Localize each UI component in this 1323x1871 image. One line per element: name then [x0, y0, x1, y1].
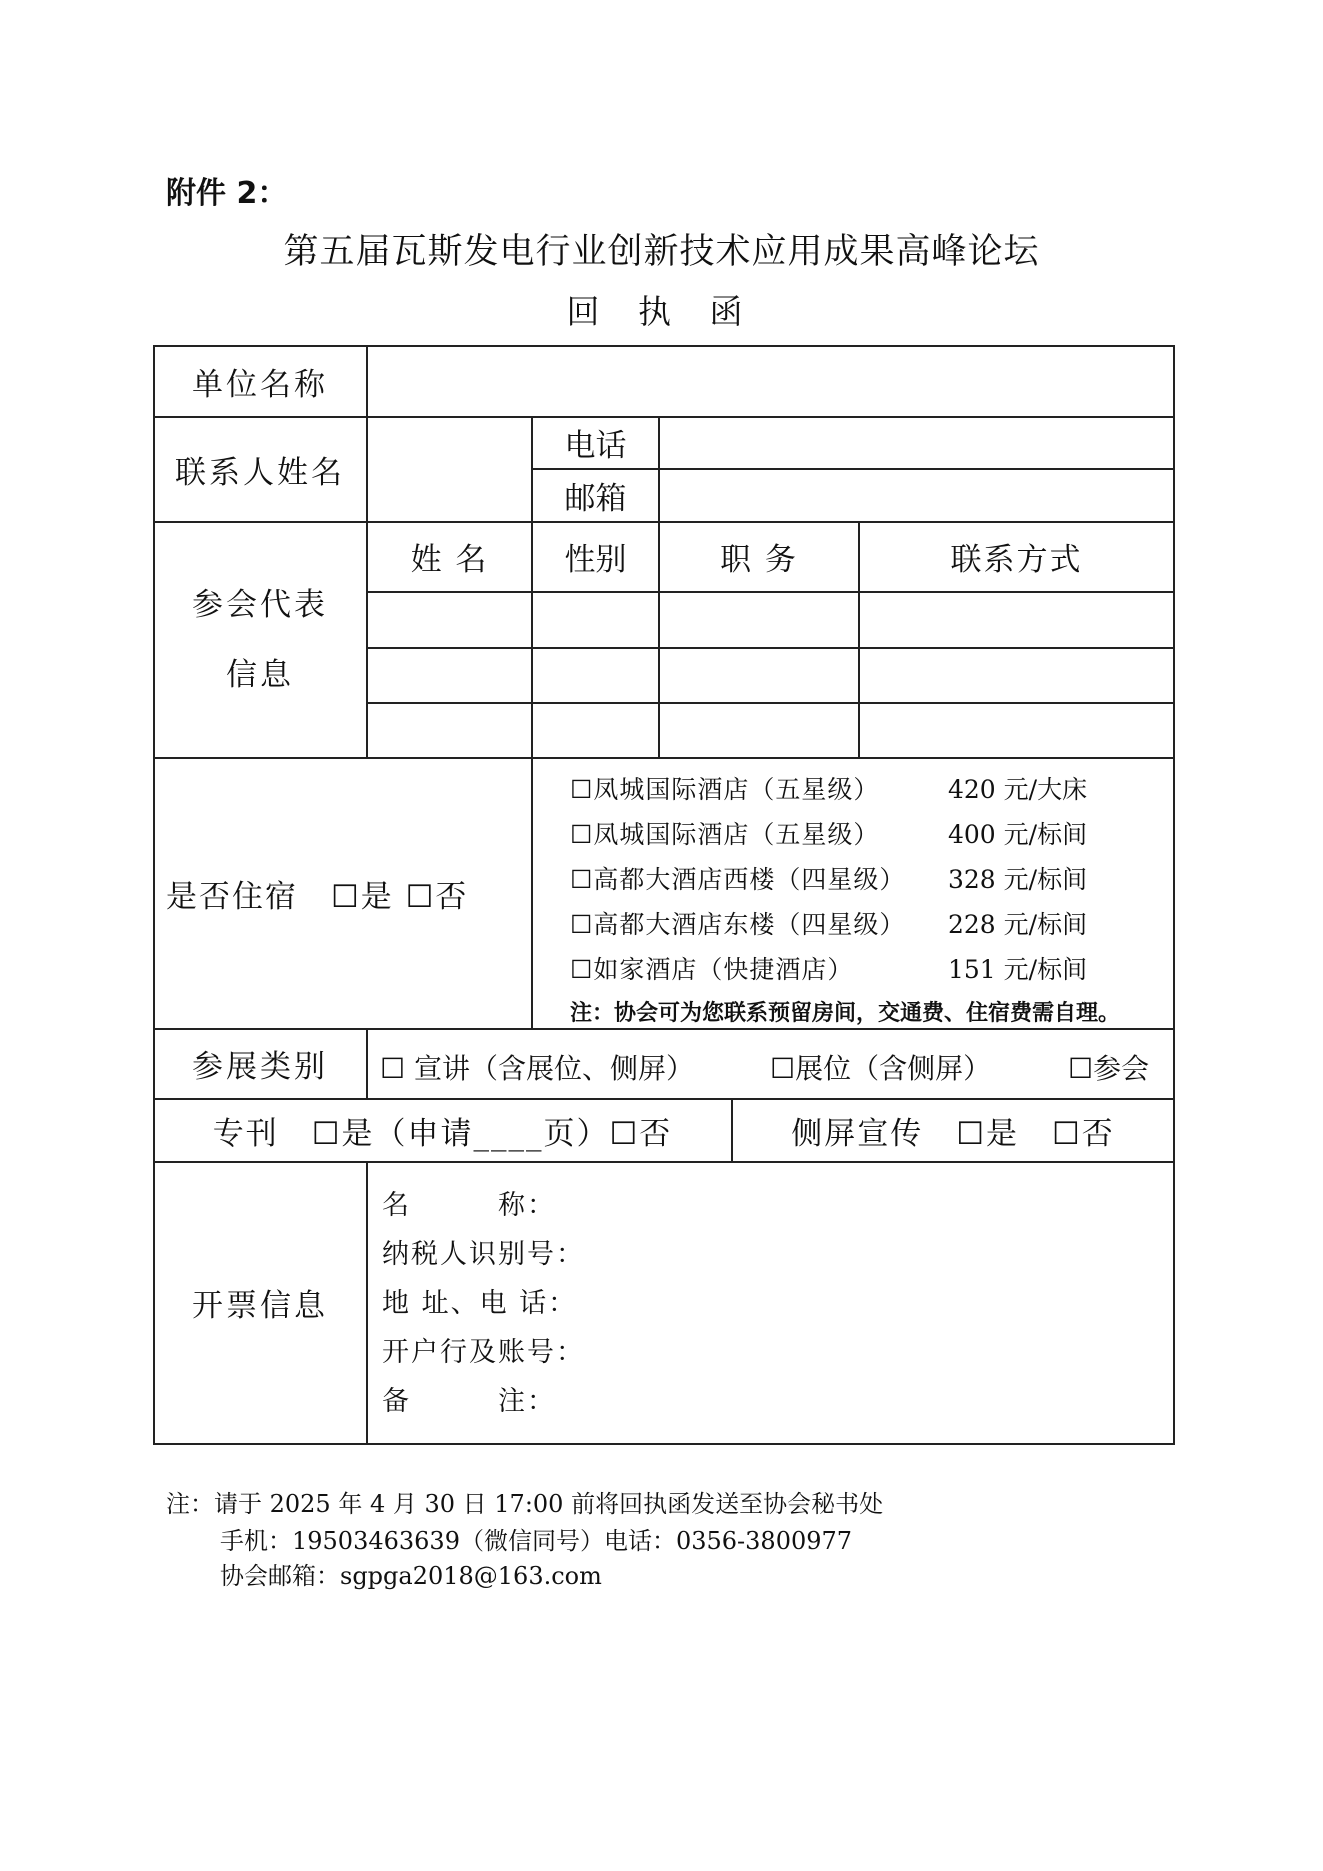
row-divider [367, 591, 1174, 593]
form-title: 第五届瓦斯发电行业创新技术应用成果高峰论坛 [283, 232, 1040, 272]
email-label: 邮箱 [564, 480, 627, 517]
invoice-field-taxid[interactable]: 纳税人识别号： [382, 1239, 585, 1270]
footer-email: 协会邮箱：sgpga2018@163.com [220, 1562, 602, 1590]
rep-header-gender: 性别 [564, 542, 627, 578]
phone-field[interactable] [660, 417, 1173, 468]
exhibit-option-booth[interactable]: ☐展位（含侧屏） [770, 1052, 992, 1085]
hotel-price-3: 328 元/标间 [948, 865, 1088, 894]
exhibit-option-attend[interactable]: ☐参会 [1068, 1052, 1150, 1085]
hotel-price-4: 228 元/标间 [948, 910, 1088, 939]
contact-name-field[interactable] [368, 417, 531, 521]
stay-label[interactable]: 是否住宿 ☐是 ☐否 [166, 878, 469, 915]
invoice-field-remark[interactable]: 备 注： [382, 1386, 556, 1417]
hotel-option-4[interactable]: ☐高都大酒店东楼（四星级） [570, 910, 906, 939]
footer-deadline: 注：请于 2025 年 4 月 30 日 17:00 前将回执函发送至协会秘书处 [166, 1490, 884, 1518]
invoice-field-bank[interactable]: 开户行及账号： [382, 1337, 585, 1368]
hotel-option-3[interactable]: ☐高都大酒店西楼（四星级） [570, 865, 906, 894]
journal-option[interactable]: 专刊 ☐是（申请____页）☐否 [212, 1115, 673, 1152]
hotel-option-1[interactable]: ☐凤城国际酒店（五星级） [570, 775, 880, 804]
row-divider [367, 702, 1174, 704]
hotel-price-1: 420 元/大床 [948, 775, 1088, 804]
hotel-note: 注：协会可为您联系预留房间，交通费、住宿费需自理。 [570, 1001, 1121, 1026]
rep-info-label-line1: 参会代表 [192, 586, 328, 623]
invoice-field-address-phone[interactable]: 地 址、电 话： [382, 1288, 578, 1319]
rep-info-label-line2: 信息 [226, 656, 294, 693]
table-border-bottom [153, 1443, 1175, 1445]
hotel-option-5[interactable]: ☐如家酒店（快捷酒店） [570, 955, 854, 984]
exhibit-option-speech[interactable]: ☐ 宣讲（含展位、侧屏） [380, 1052, 695, 1085]
table-border-right [1173, 345, 1175, 1444]
col-divider [366, 1028, 368, 1098]
phone-label: 电话 [564, 428, 627, 464]
rep-header-contact: 联系方式 [950, 542, 1083, 578]
hotel-price-2: 400 元/标间 [948, 820, 1088, 849]
email-field[interactable] [660, 469, 1173, 521]
hotel-price-5: 151 元/标间 [948, 955, 1088, 984]
hotel-option-2[interactable]: ☐凤城国际酒店（五星级） [570, 820, 880, 849]
unit-name-field[interactable] [368, 346, 1173, 416]
unit-name-label: 单位名称 [192, 366, 328, 403]
exhibit-label: 参展类别 [192, 1049, 328, 1085]
side-screen-option[interactable]: 侧屏宣传 ☐是 ☐否 [791, 1115, 1115, 1152]
invoice-field-name[interactable]: 名 称： [382, 1190, 556, 1221]
rep-header-name: 姓 名 [410, 542, 489, 578]
invoice-label: 开票信息 [192, 1288, 328, 1324]
col-divider [366, 1161, 368, 1444]
attachment-label: 附件 2： [166, 176, 288, 211]
rep-header-position: 职 务 [720, 542, 798, 578]
contact-name-label: 联系人姓名 [175, 454, 345, 491]
row-divider [367, 647, 1174, 649]
form-subtitle: 回 执 函 [566, 292, 757, 331]
rep-info-label [154, 522, 366, 757]
footer-phone: 手机：19503463639（微信同号）电话：0356-3800977 [220, 1527, 853, 1555]
